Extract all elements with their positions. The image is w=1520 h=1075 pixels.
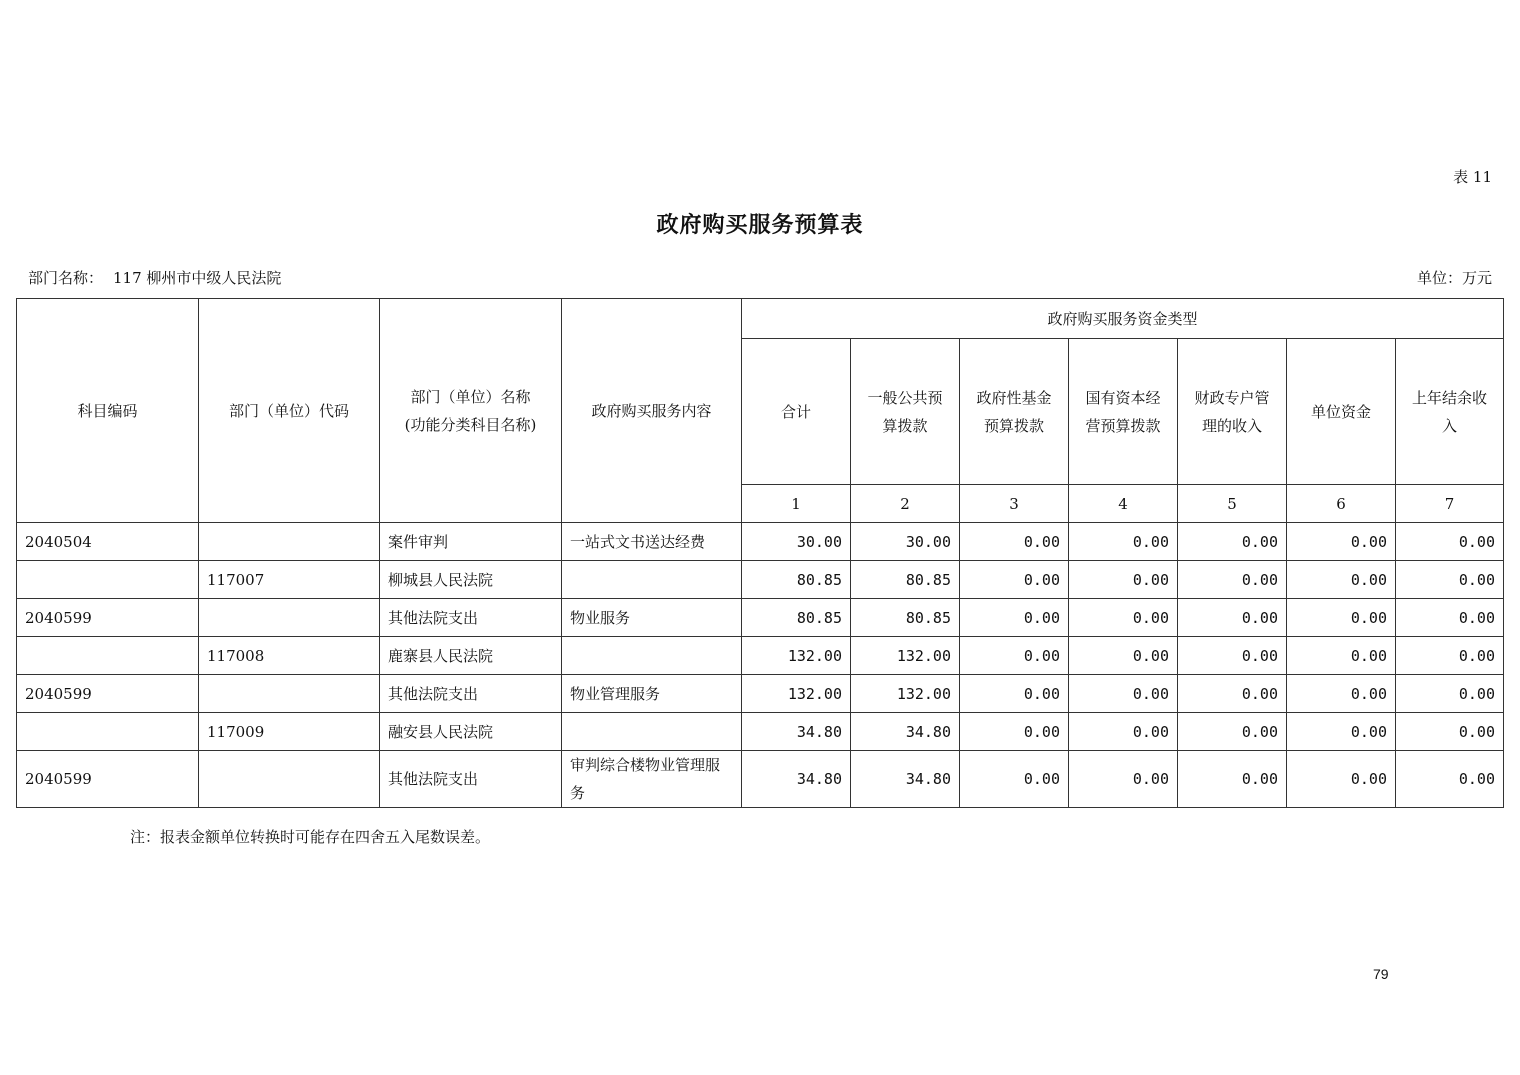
unit-label: 单位：万元 <box>1416 269 1492 287</box>
cell-subject-code: 2040599 <box>17 675 199 713</box>
table-row <box>17 675 1504 713</box>
header-dept-code: 部门（单位）代码 <box>199 299 380 523</box>
cell-subject-code: 2040599 <box>17 751 199 808</box>
cell-amount: 0.00 <box>1178 561 1287 599</box>
department-value: 117 柳州市中级人民法院 <box>113 269 282 287</box>
cell-amount: 0.00 <box>1396 599 1504 637</box>
cell-amount: 0.00 <box>1069 523 1178 561</box>
header-fund-type <box>960 339 1069 485</box>
table-row <box>17 713 1504 751</box>
cell-dept-name: 其他法院支出 <box>380 751 562 808</box>
cell-amount: 0.00 <box>1069 637 1178 675</box>
cell-amount: 0.00 <box>1287 675 1396 713</box>
cell-amount: 0.00 <box>1178 599 1287 637</box>
header-fund-type-line1: 政府性基金 <box>976 388 1052 407</box>
header-fund-type-line1: 国有资本经 <box>1085 388 1161 407</box>
header-fund-index: 6 <box>1287 485 1396 523</box>
cell-amount: 0.00 <box>1287 713 1396 751</box>
cell-amount: 80.85 <box>851 561 960 599</box>
cell-amount: 0.00 <box>1396 637 1504 675</box>
cell-amount: 132.00 <box>851 675 960 713</box>
cell-subject-code <box>17 637 199 675</box>
header-fund-type-line1: 财政专户管 <box>1194 388 1270 407</box>
header-fund-type <box>742 339 851 485</box>
cell-amount: 0.00 <box>960 713 1069 751</box>
cell-amount: 80.85 <box>742 561 851 599</box>
cell-dept-name: 案件审判 <box>380 523 562 561</box>
page-title: 政府购买服务预算表 <box>656 212 864 238</box>
cell-amount: 34.80 <box>851 713 960 751</box>
cell-amount: 34.80 <box>742 751 851 808</box>
header-fund-type-line1: 一般公共预 <box>867 388 943 407</box>
header-fund-type <box>1396 339 1504 485</box>
cell-amount: 30.00 <box>742 523 851 561</box>
header-fund-type <box>1069 339 1178 485</box>
header-dept-name-line1: 部门（单位）名称 <box>410 387 531 406</box>
cell-dept-code <box>199 751 380 808</box>
cell-amount: 0.00 <box>1287 637 1396 675</box>
cell-subject-code: 2040599 <box>17 599 199 637</box>
cell-service-content <box>562 561 742 599</box>
cell-dept-code <box>199 599 380 637</box>
cell-subject-code: 2040504 <box>17 523 199 561</box>
header-subject-code: 科目编码 <box>17 299 199 523</box>
cell-amount: 0.00 <box>1069 599 1178 637</box>
cell-amount: 80.85 <box>851 599 960 637</box>
cell-amount: 0.00 <box>1287 561 1396 599</box>
header-fund-type-line1: 合计 <box>780 402 811 421</box>
cell-dept-code <box>199 523 380 561</box>
cell-amount: 30.00 <box>851 523 960 561</box>
header-service-content: 政府购买服务内容 <box>562 299 742 523</box>
cell-amount: 0.00 <box>1178 713 1287 751</box>
cell-dept-name: 柳城县人民法院 <box>380 561 562 599</box>
header-fund-index: 2 <box>851 485 960 523</box>
header-fund-type <box>1287 339 1396 485</box>
cell-amount: 0.00 <box>960 561 1069 599</box>
cell-amount: 0.00 <box>960 599 1069 637</box>
header-fund-group: 政府购买服务资金类型 <box>742 299 1504 339</box>
header-dept-name <box>380 299 562 523</box>
header-fund-index: 4 <box>1069 485 1178 523</box>
table-row <box>17 599 1504 637</box>
department-label: 部门名称： <box>28 269 104 287</box>
cell-amount: 34.80 <box>742 713 851 751</box>
table-row <box>17 523 1504 561</box>
header-fund-type <box>1178 339 1287 485</box>
cell-subject-code <box>17 561 199 599</box>
cell-service-content: 审判综合楼物业管理服务 <box>562 751 742 808</box>
cell-amount: 132.00 <box>851 637 960 675</box>
cell-amount: 80.85 <box>742 599 851 637</box>
header-fund-type-line1: 单位资金 <box>1310 402 1371 421</box>
cell-dept-code: 117007 <box>199 561 380 599</box>
cell-dept-code <box>199 675 380 713</box>
cell-service-content: 物业管理服务 <box>562 675 742 713</box>
cell-amount: 132.00 <box>742 637 851 675</box>
budget-table <box>16 298 1504 808</box>
cell-dept-name: 鹿寨县人民法院 <box>380 637 562 675</box>
header-fund-type-line2: 算拨款 <box>882 416 928 435</box>
table-number: 表 11 <box>1453 168 1492 186</box>
cell-amount: 0.00 <box>1396 713 1504 751</box>
cell-amount: 0.00 <box>1396 751 1504 808</box>
header-fund-type-line2: 理的收入 <box>1201 416 1262 435</box>
cell-amount: 0.00 <box>1396 675 1504 713</box>
table-row <box>17 637 1504 675</box>
cell-service-content: 一站式文书送达经费 <box>562 523 742 561</box>
header-fund-type-line1: 上年结余收 <box>1411 388 1487 407</box>
cell-dept-code: 117008 <box>199 637 380 675</box>
cell-amount: 0.00 <box>1069 561 1178 599</box>
header-fund-type-line2: 营预算拨款 <box>1085 416 1161 435</box>
table-row <box>17 751 1504 808</box>
cell-amount: 0.00 <box>1396 561 1504 599</box>
cell-service-content <box>562 713 742 751</box>
cell-amount: 0.00 <box>1069 675 1178 713</box>
header-fund-index: 7 <box>1396 485 1504 523</box>
department-line <box>28 267 281 288</box>
page-number: 79 <box>1373 966 1389 982</box>
cell-subject-code <box>17 713 199 751</box>
header-fund-type-line2: 预算拨款 <box>983 416 1044 435</box>
cell-amount: 0.00 <box>1178 523 1287 561</box>
cell-dept-name: 其他法院支出 <box>380 599 562 637</box>
cell-amount: 0.00 <box>1287 751 1396 808</box>
cell-amount: 0.00 <box>960 523 1069 561</box>
cell-amount: 0.00 <box>960 675 1069 713</box>
cell-amount: 0.00 <box>1178 675 1287 713</box>
cell-dept-name: 其他法院支出 <box>380 675 562 713</box>
cell-amount: 0.00 <box>1069 713 1178 751</box>
cell-dept-name: 融安县人民法院 <box>380 713 562 751</box>
cell-amount: 0.00 <box>960 637 1069 675</box>
cell-amount: 34.80 <box>851 751 960 808</box>
cell-amount: 0.00 <box>1396 523 1504 561</box>
cell-service-content: 物业服务 <box>562 599 742 637</box>
table-row <box>17 561 1504 599</box>
cell-dept-code: 117009 <box>199 713 380 751</box>
header-fund-type-line2: 入 <box>1441 416 1457 435</box>
header-fund-index: 1 <box>742 485 851 523</box>
footnote: 注：报表金额单位转换时可能存在四舍五入尾数误差。 <box>130 828 491 846</box>
cell-amount: 0.00 <box>1287 523 1396 561</box>
table-body <box>17 523 1504 808</box>
header-fund-type <box>851 339 960 485</box>
header-fund-index: 3 <box>960 485 1069 523</box>
cell-amount: 0.00 <box>1178 637 1287 675</box>
header-fund-index: 5 <box>1178 485 1287 523</box>
cell-amount: 0.00 <box>1178 751 1287 808</box>
cell-amount: 0.00 <box>960 751 1069 808</box>
header-dept-name-line2: (功能分类科目名称) <box>404 415 537 434</box>
cell-amount: 0.00 <box>1287 599 1396 637</box>
cell-amount: 132.00 <box>742 675 851 713</box>
cell-amount: 0.00 <box>1069 751 1178 808</box>
cell-service-content <box>562 637 742 675</box>
